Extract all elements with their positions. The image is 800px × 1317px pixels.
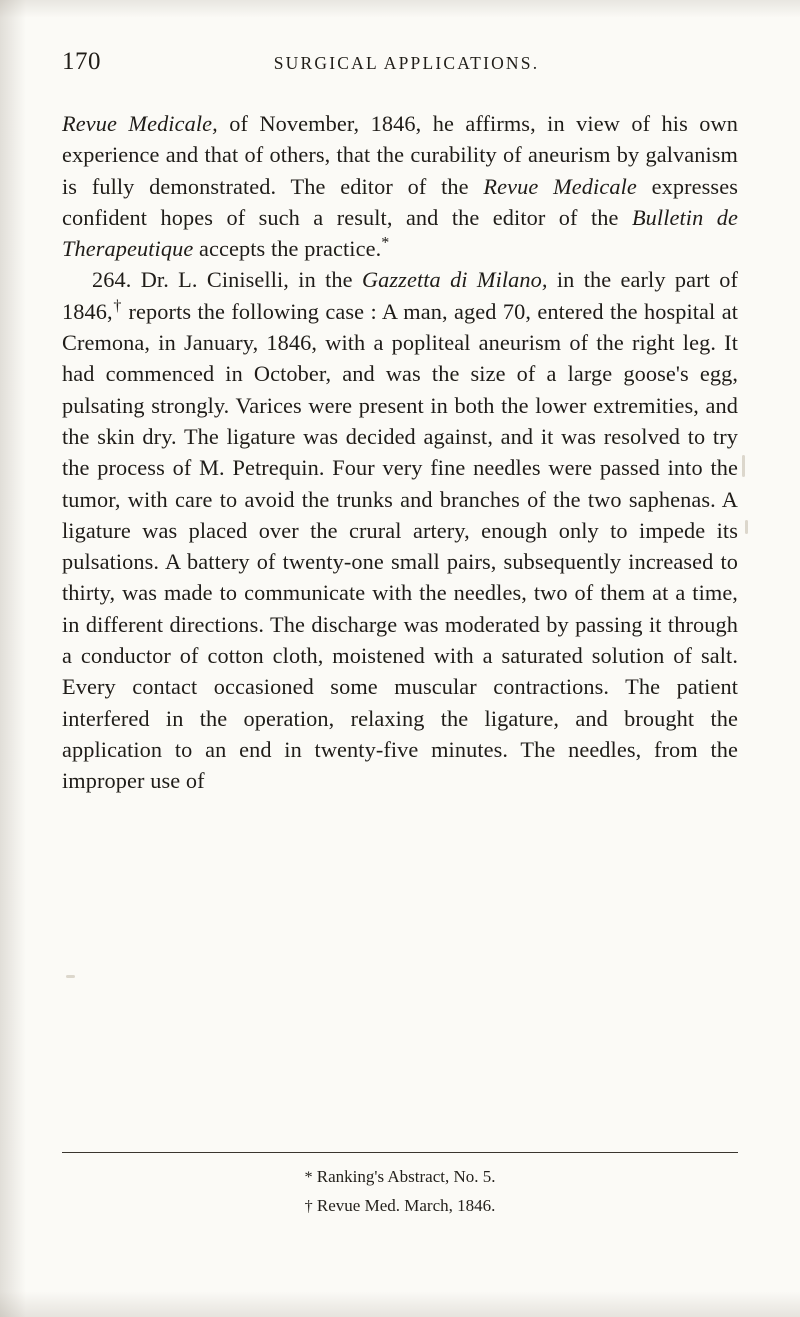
body-text-column <box>62 108 738 797</box>
footnote-2 <box>62 1192 738 1221</box>
page-edge-shading-bottom <box>0 1291 800 1317</box>
page-edge-shading-left <box>0 0 26 1317</box>
paper-speck <box>745 520 748 534</box>
page-number: 170 <box>62 48 101 75</box>
footnote-2-marker: † <box>304 1198 313 1215</box>
footnote-divider <box>62 1152 738 1153</box>
paragraph-264-ciniselli: 264. Dr. L. Ciniselli, in the Gazzetta di Milano, in the early part of 1846,† reports the following case : A man, aged 70, entered the hospital at Cremona, in January, 1846, with a popliteal aneurism of the right leg. It had commenced in October, and was the size of a large goose's egg, pulsating strongly. Varices were present in both the lower extremities, and the skin dry. The ligature was decided against, and it was resolved to try the process of M. Petrequin. Four very fine needles were passed into the tumor, with care to avoid the trunks and branches of the two saphenas. A ligature was placed over the crural artery, enough only to impede its pulsations. A battery of twenty-one small pairs, subsequently increased to thirty, was made to communicate with the needles, two of them at a time, in different directions. The discharge was moderated by passing it through a conductor of cotton cloth, moistened with a saturated solution of salt. Every contact occasioned some muscular contractions. The patient interfered in the operation, relaxing the ligature, and brought the application to an end in twenty-five minutes. The needles, from the improper use of <box>62 267 738 794</box>
paper-speck <box>66 975 75 978</box>
running-head: SURGICAL APPLICATIONS. <box>273 53 540 73</box>
paper-speck <box>742 455 745 477</box>
footnote-block <box>62 1163 738 1221</box>
footnote-2-text: Revue Med. March, 1846. <box>316 1196 496 1215</box>
footnote-1-text: Ranking's Abstract, No. 5. <box>316 1167 496 1186</box>
footnote-1-marker: * <box>304 1169 313 1186</box>
footnote-1 <box>62 1163 738 1192</box>
page-header <box>62 48 738 76</box>
paragraph-revue-medicale: Revue Medicale, of November, 1846, he affirms, in view of his own experience and that of others, that the curability of aneurism by galvanism is fully demonstrated. The editor of the Revue Medicale expresses confident hopes of such a result, and the editor of the Bulletin de Therapeutique accepts the practice.* <box>62 111 739 262</box>
page-edge-shading-top <box>0 0 800 18</box>
